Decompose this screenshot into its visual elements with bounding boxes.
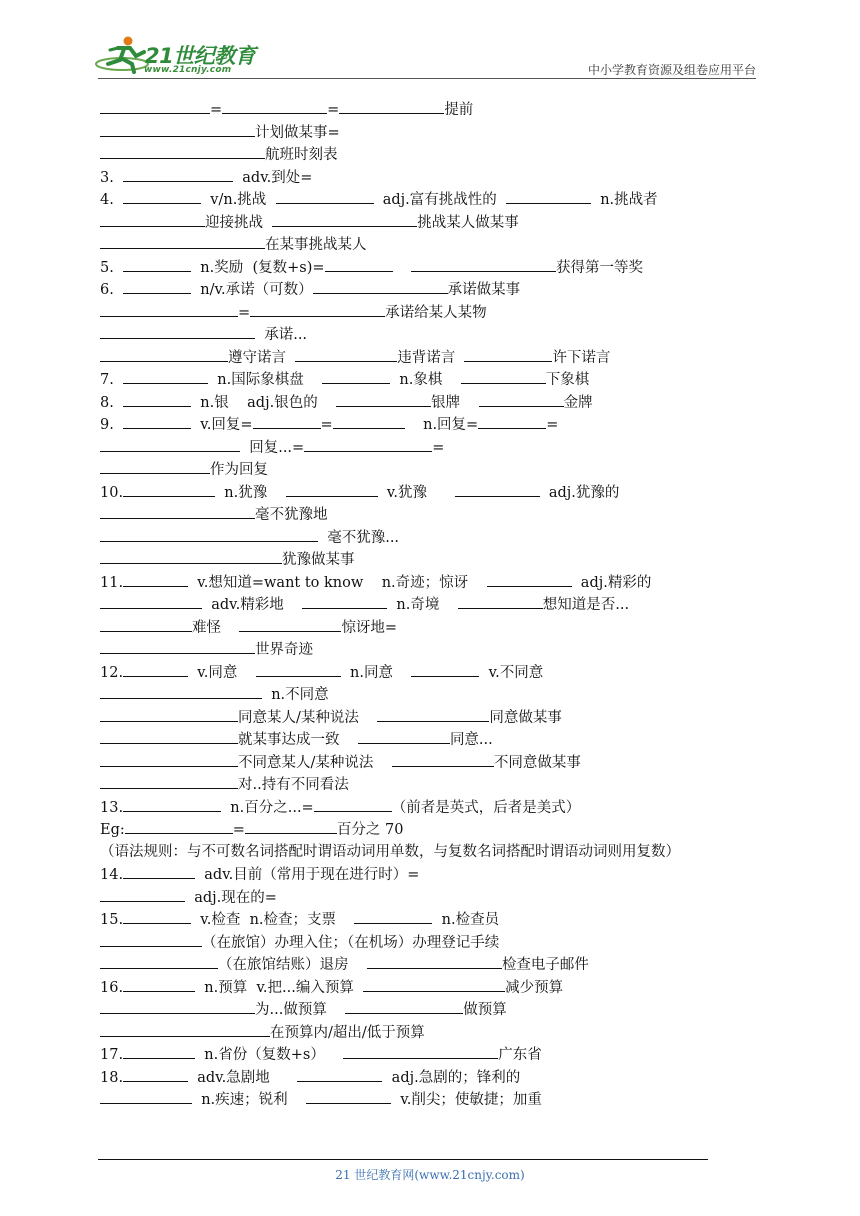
worksheet-line (100, 548, 770, 571)
line-text: n.奖励 (复数+s)= (191, 259, 325, 276)
line-text: 在预算内/超出/低于预算 (270, 1024, 425, 1041)
line-text: 难怪 (192, 619, 240, 636)
worksheet-line (100, 278, 770, 301)
line-text: 减少预算 (505, 979, 564, 996)
answer-blank[interactable] (325, 256, 393, 272)
line-text: 挑战某人做某事 (417, 214, 519, 231)
line-text: v/n.挑战 (201, 192, 276, 208)
answer-blank[interactable] (100, 683, 262, 699)
line-text: 就某事达成一致 (238, 732, 358, 748)
line-text: n.奇境 (387, 597, 458, 613)
worksheet-line (100, 1043, 770, 1066)
worksheet-line (100, 436, 770, 459)
line-text: 广东省 (498, 1047, 542, 1063)
worksheet-line (100, 233, 770, 256)
answer-blank[interactable] (100, 638, 255, 654)
line-text: v.同意 (188, 664, 256, 681)
worksheet-line (100, 953, 770, 976)
answer-blank[interactable] (100, 548, 282, 564)
answer-blank[interactable] (286, 481, 378, 497)
line-text: 同意做某事 (489, 709, 562, 726)
worksheet-line (100, 638, 770, 661)
answer-blank[interactable] (314, 796, 392, 812)
answer-blank[interactable] (222, 98, 327, 114)
answer-blank[interactable] (306, 1088, 391, 1104)
line-text: v.削尖；使敏捷；加重 (391, 1092, 542, 1108)
line-text: v.不同意 (479, 664, 544, 681)
line-text: = (232, 822, 245, 838)
answer-blank[interactable] (123, 413, 191, 429)
line-text: n.预算 v.把...编入预算 (195, 979, 364, 996)
worksheet-line (100, 301, 770, 324)
answer-blank[interactable] (411, 661, 479, 677)
answer-blank[interactable] (100, 323, 255, 339)
answer-blank[interactable] (123, 278, 191, 294)
answer-blank[interactable] (100, 751, 238, 767)
worksheet-line (100, 998, 770, 1021)
answer-blank[interactable] (276, 188, 374, 204)
line-text: v.犹豫 (377, 484, 455, 501)
answer-blank[interactable] (100, 1021, 270, 1037)
line-text: v.回复= (191, 417, 253, 433)
line-text: 14. (100, 867, 124, 883)
line-text: 银牌 (431, 394, 479, 411)
worksheet-line (100, 188, 770, 211)
line-text: = (432, 439, 445, 456)
vocab-block-1 (100, 98, 770, 841)
answer-blank[interactable] (100, 728, 238, 744)
line-text: 同意某人/某种说法 (238, 709, 378, 726)
line-text: 承诺做某事 (447, 282, 521, 298)
line-text: n.国际象棋盘 (208, 372, 323, 388)
answer-blank[interactable] (304, 436, 432, 452)
answer-blank[interactable] (313, 278, 448, 294)
answer-blank[interactable] (100, 773, 238, 789)
footer-divider (98, 1159, 708, 1160)
answer-blank[interactable] (506, 188, 591, 204)
answer-blank[interactable] (123, 1043, 195, 1059)
answer-blank[interactable] (100, 931, 202, 947)
line-text: 许下诺言 (552, 349, 611, 366)
answer-blank[interactable] (123, 863, 195, 879)
answer-blank[interactable] (100, 616, 192, 632)
line-text: 为...做预算 (255, 1002, 346, 1018)
answer-blank[interactable] (363, 976, 505, 992)
line-text: adj.富有挑战性的 (373, 192, 506, 208)
line-text: n.挑战者 (591, 192, 658, 208)
worksheet-line (100, 503, 770, 526)
answer-blank[interactable] (100, 593, 202, 609)
worksheet-line (100, 661, 770, 684)
header-divider (98, 78, 756, 79)
answer-blank[interactable] (100, 211, 205, 227)
worksheet-line (100, 593, 770, 616)
line-text: n.回复= (404, 417, 479, 433)
line-text: n.银 adj.银色的 (191, 394, 337, 411)
answer-blank[interactable] (100, 346, 228, 362)
answer-blank[interactable] (297, 1066, 382, 1082)
line-text: adv.急剧地 (188, 1069, 298, 1086)
answer-blank[interactable] (345, 998, 463, 1014)
answer-blank[interactable] (411, 256, 556, 272)
answer-blank[interactable] (464, 346, 552, 362)
answer-blank[interactable] (354, 908, 432, 924)
answer-blank[interactable] (478, 413, 546, 429)
line-text: Eg: (100, 822, 125, 838)
answer-blank[interactable] (333, 413, 405, 429)
answer-blank[interactable] (100, 436, 240, 452)
answer-blank[interactable] (100, 233, 265, 249)
line-text: 12. (100, 664, 124, 681)
answer-blank[interactable] (123, 166, 233, 182)
line-text: 百分之 70 (336, 822, 404, 838)
line-text: 迎接挑战 (205, 214, 273, 231)
answer-blank[interactable] (256, 661, 341, 677)
line-text: 16. (100, 979, 124, 996)
footer-source: 21 世纪教育网(www.21cnjy.com) (335, 1168, 525, 1182)
answer-blank[interactable] (302, 593, 387, 609)
line-text: 6. (100, 282, 124, 298)
line-text: 不同意某人/某种说法 (238, 754, 392, 771)
line-text: 作为回复 (210, 462, 268, 478)
worksheet-line (100, 1021, 770, 1044)
line-text: 犹豫做某事 (282, 552, 355, 568)
line-text: 航班时刻表 (265, 147, 338, 163)
answer-blank[interactable] (100, 526, 318, 542)
line-text: 毫不犹豫地 (255, 507, 328, 523)
line-text: 8. (100, 394, 124, 411)
answer-blank[interactable] (253, 413, 321, 429)
line-text: 获得第一等奖 (555, 259, 643, 276)
answer-blank[interactable] (367, 953, 502, 969)
worksheet-line (100, 976, 770, 999)
worksheet-line (100, 391, 770, 414)
answer-blank[interactable] (377, 706, 489, 722)
worksheet-line (100, 796, 770, 819)
worksheet-line (100, 413, 770, 436)
answer-blank[interactable] (100, 1088, 192, 1104)
line-text: 18. (100, 1069, 124, 1086)
worksheet-line (100, 818, 770, 841)
answer-blank[interactable] (100, 706, 238, 722)
answer-blank[interactable] (123, 188, 201, 204)
line-text: 10. (100, 484, 124, 501)
worksheet-line (100, 773, 770, 796)
worksheet-line (100, 481, 770, 504)
line-text: n.百分之...= (221, 799, 314, 816)
worksheet-line (100, 706, 770, 729)
line-text: = (210, 102, 223, 118)
page-header (0, 0, 860, 90)
line-text: 检查电子邮件 (501, 957, 589, 973)
answer-blank[interactable] (100, 953, 218, 969)
answer-blank[interactable] (125, 818, 233, 834)
answer-blank[interactable] (123, 976, 195, 992)
line-text: 做预算 (463, 1002, 507, 1018)
worksheet-line (100, 616, 770, 639)
answer-blank[interactable] (245, 818, 337, 834)
line-text: 提前 (444, 102, 474, 118)
worksheet-line (100, 526, 770, 549)
line-text: n.不同意 (262, 687, 329, 703)
line-text: 想知道是否... (542, 597, 630, 613)
line-text: 惊讶地= (341, 619, 398, 636)
platform-tagline: 中小学教育资源及组卷应用平台 (587, 63, 756, 77)
line-text: = (327, 102, 340, 118)
line-text: n.犹豫 (215, 484, 286, 501)
line-text: n.省份（复数+s） (195, 1047, 344, 1063)
line-text: = (238, 304, 251, 321)
line-text: （前者是英式，后者是美式） (391, 799, 581, 816)
answer-blank[interactable] (392, 751, 494, 767)
line-text: = (546, 417, 559, 433)
line-text: 15. (100, 912, 124, 928)
worksheet-line (100, 121, 770, 144)
worksheet-line (100, 751, 770, 774)
line-text: （在旅馆）办理入住；（在机场）办理登记手续 (202, 934, 500, 951)
answer-blank[interactable] (458, 593, 543, 609)
line-text: n.象棋 (390, 372, 461, 388)
worksheet-line (100, 863, 770, 886)
line-text: adj.急剧的；锋利的 (382, 1069, 521, 1086)
worksheet-line (100, 346, 770, 369)
line-text: 13. (100, 799, 124, 816)
worksheet-line (100, 728, 770, 751)
answer-blank[interactable] (100, 98, 210, 114)
worksheet-line (100, 98, 770, 121)
worksheet-line (100, 211, 770, 234)
line-text: 世界奇迹 (255, 642, 313, 658)
answer-blank[interactable] (123, 256, 191, 272)
line-text: 17. (100, 1047, 124, 1063)
line-text: v.想知道=want to know n.奇迹；惊讶 (188, 574, 487, 591)
worksheet-line (100, 1088, 770, 1111)
answer-blank[interactable] (123, 796, 221, 812)
worksheet-line (100, 368, 770, 391)
line-text: v.检查 n.检查；支票 (191, 912, 355, 928)
line-text: 承诺... (255, 327, 308, 343)
line-text: 5. (100, 259, 124, 276)
answer-blank[interactable] (343, 1043, 498, 1059)
line-text: 计划做某事= (255, 124, 340, 141)
answer-blank[interactable] (123, 368, 208, 384)
answer-blank[interactable] (295, 346, 397, 362)
vocab-block-2 (100, 863, 770, 1111)
line-text: adj.犹豫的 (539, 484, 620, 501)
logo-text: 21世纪教育 (145, 44, 256, 68)
line-text: 回复...= (240, 439, 305, 456)
worksheet-line (100, 931, 770, 954)
line-text: n.疾速；锐利 (192, 1092, 307, 1108)
worksheet-line (100, 571, 770, 594)
worksheet-line (100, 908, 770, 931)
worksheet-line (100, 458, 770, 481)
answer-blank[interactable] (123, 571, 188, 587)
line-text: 金牌 (563, 394, 593, 411)
grammar-rule-note: （语法规则：与不可数名词搭配时谓语动词用单数，与复数名词搭配时谓语动词则用复数） (100, 843, 680, 860)
worksheet-line (100, 886, 770, 909)
line-text: 同意... (449, 732, 493, 748)
answer-blank[interactable] (123, 908, 191, 924)
line-text: adv.精彩地 (202, 597, 303, 613)
line-text: adv.到处= (233, 169, 313, 186)
line-text: n/v.承诺（可数） (191, 282, 313, 298)
line-text: 违背诺言 (397, 349, 465, 366)
line-text: 4. (100, 192, 124, 208)
line-text: 3. (100, 169, 124, 186)
logo-url: www.21cnjy.com (144, 65, 232, 75)
answer-blank[interactable] (100, 458, 210, 474)
answer-blank[interactable] (239, 616, 341, 632)
answer-blank[interactable] (461, 368, 546, 384)
line-text: 在某事挑战某人 (265, 237, 367, 253)
answer-blank[interactable] (100, 121, 255, 137)
line-text: 不同意做某事 (493, 754, 581, 771)
line-text: 7. (100, 372, 124, 388)
answer-blank[interactable] (100, 503, 255, 519)
worksheet-line (100, 166, 770, 189)
answer-blank[interactable] (100, 301, 238, 317)
answer-blank[interactable] (336, 391, 431, 407)
answer-blank[interactable] (487, 571, 572, 587)
answer-blank[interactable] (123, 1066, 188, 1082)
line-text: 承诺给某人某物 (385, 304, 487, 321)
line-text: 9. (100, 417, 124, 433)
worksheet-line (100, 143, 770, 166)
worksheet-content (100, 98, 770, 1111)
line-text: adv.目前（常用于现在进行时）= (195, 867, 420, 883)
answer-blank[interactable] (123, 661, 188, 677)
line-text: （在旅馆结账）退房 (218, 957, 367, 973)
answer-blank[interactable] (455, 481, 540, 497)
worksheet-line (100, 683, 770, 706)
line-text: n.同意 (340, 664, 412, 681)
line-text: 遵守诺言 (228, 349, 296, 366)
worksheet-line (100, 323, 770, 346)
line-text (393, 260, 411, 276)
worksheet-line (100, 1066, 770, 1089)
worksheet-line (100, 256, 770, 279)
line-text: 对..持有不同看法 (238, 777, 349, 793)
answer-blank[interactable] (250, 301, 385, 317)
line-text: 下象棋 (545, 372, 590, 388)
answer-blank[interactable] (100, 886, 185, 902)
answer-blank[interactable] (100, 143, 265, 159)
line-text: adj.精彩的 (571, 574, 652, 591)
answer-blank[interactable] (100, 998, 255, 1014)
answer-blank[interactable] (123, 481, 215, 497)
answer-blank[interactable] (358, 728, 450, 744)
line-text: = (320, 417, 333, 433)
line-text: 毫不犹豫... (318, 529, 400, 546)
answer-blank[interactable] (322, 368, 390, 384)
line-text: n.检查员 (432, 912, 500, 928)
answer-blank[interactable] (339, 98, 444, 114)
answer-blank[interactable] (272, 211, 417, 227)
line-text: adj.现在的= (185, 889, 277, 906)
answer-blank[interactable] (123, 391, 191, 407)
answer-blank[interactable] (479, 391, 564, 407)
line-text: 11. (100, 574, 124, 591)
